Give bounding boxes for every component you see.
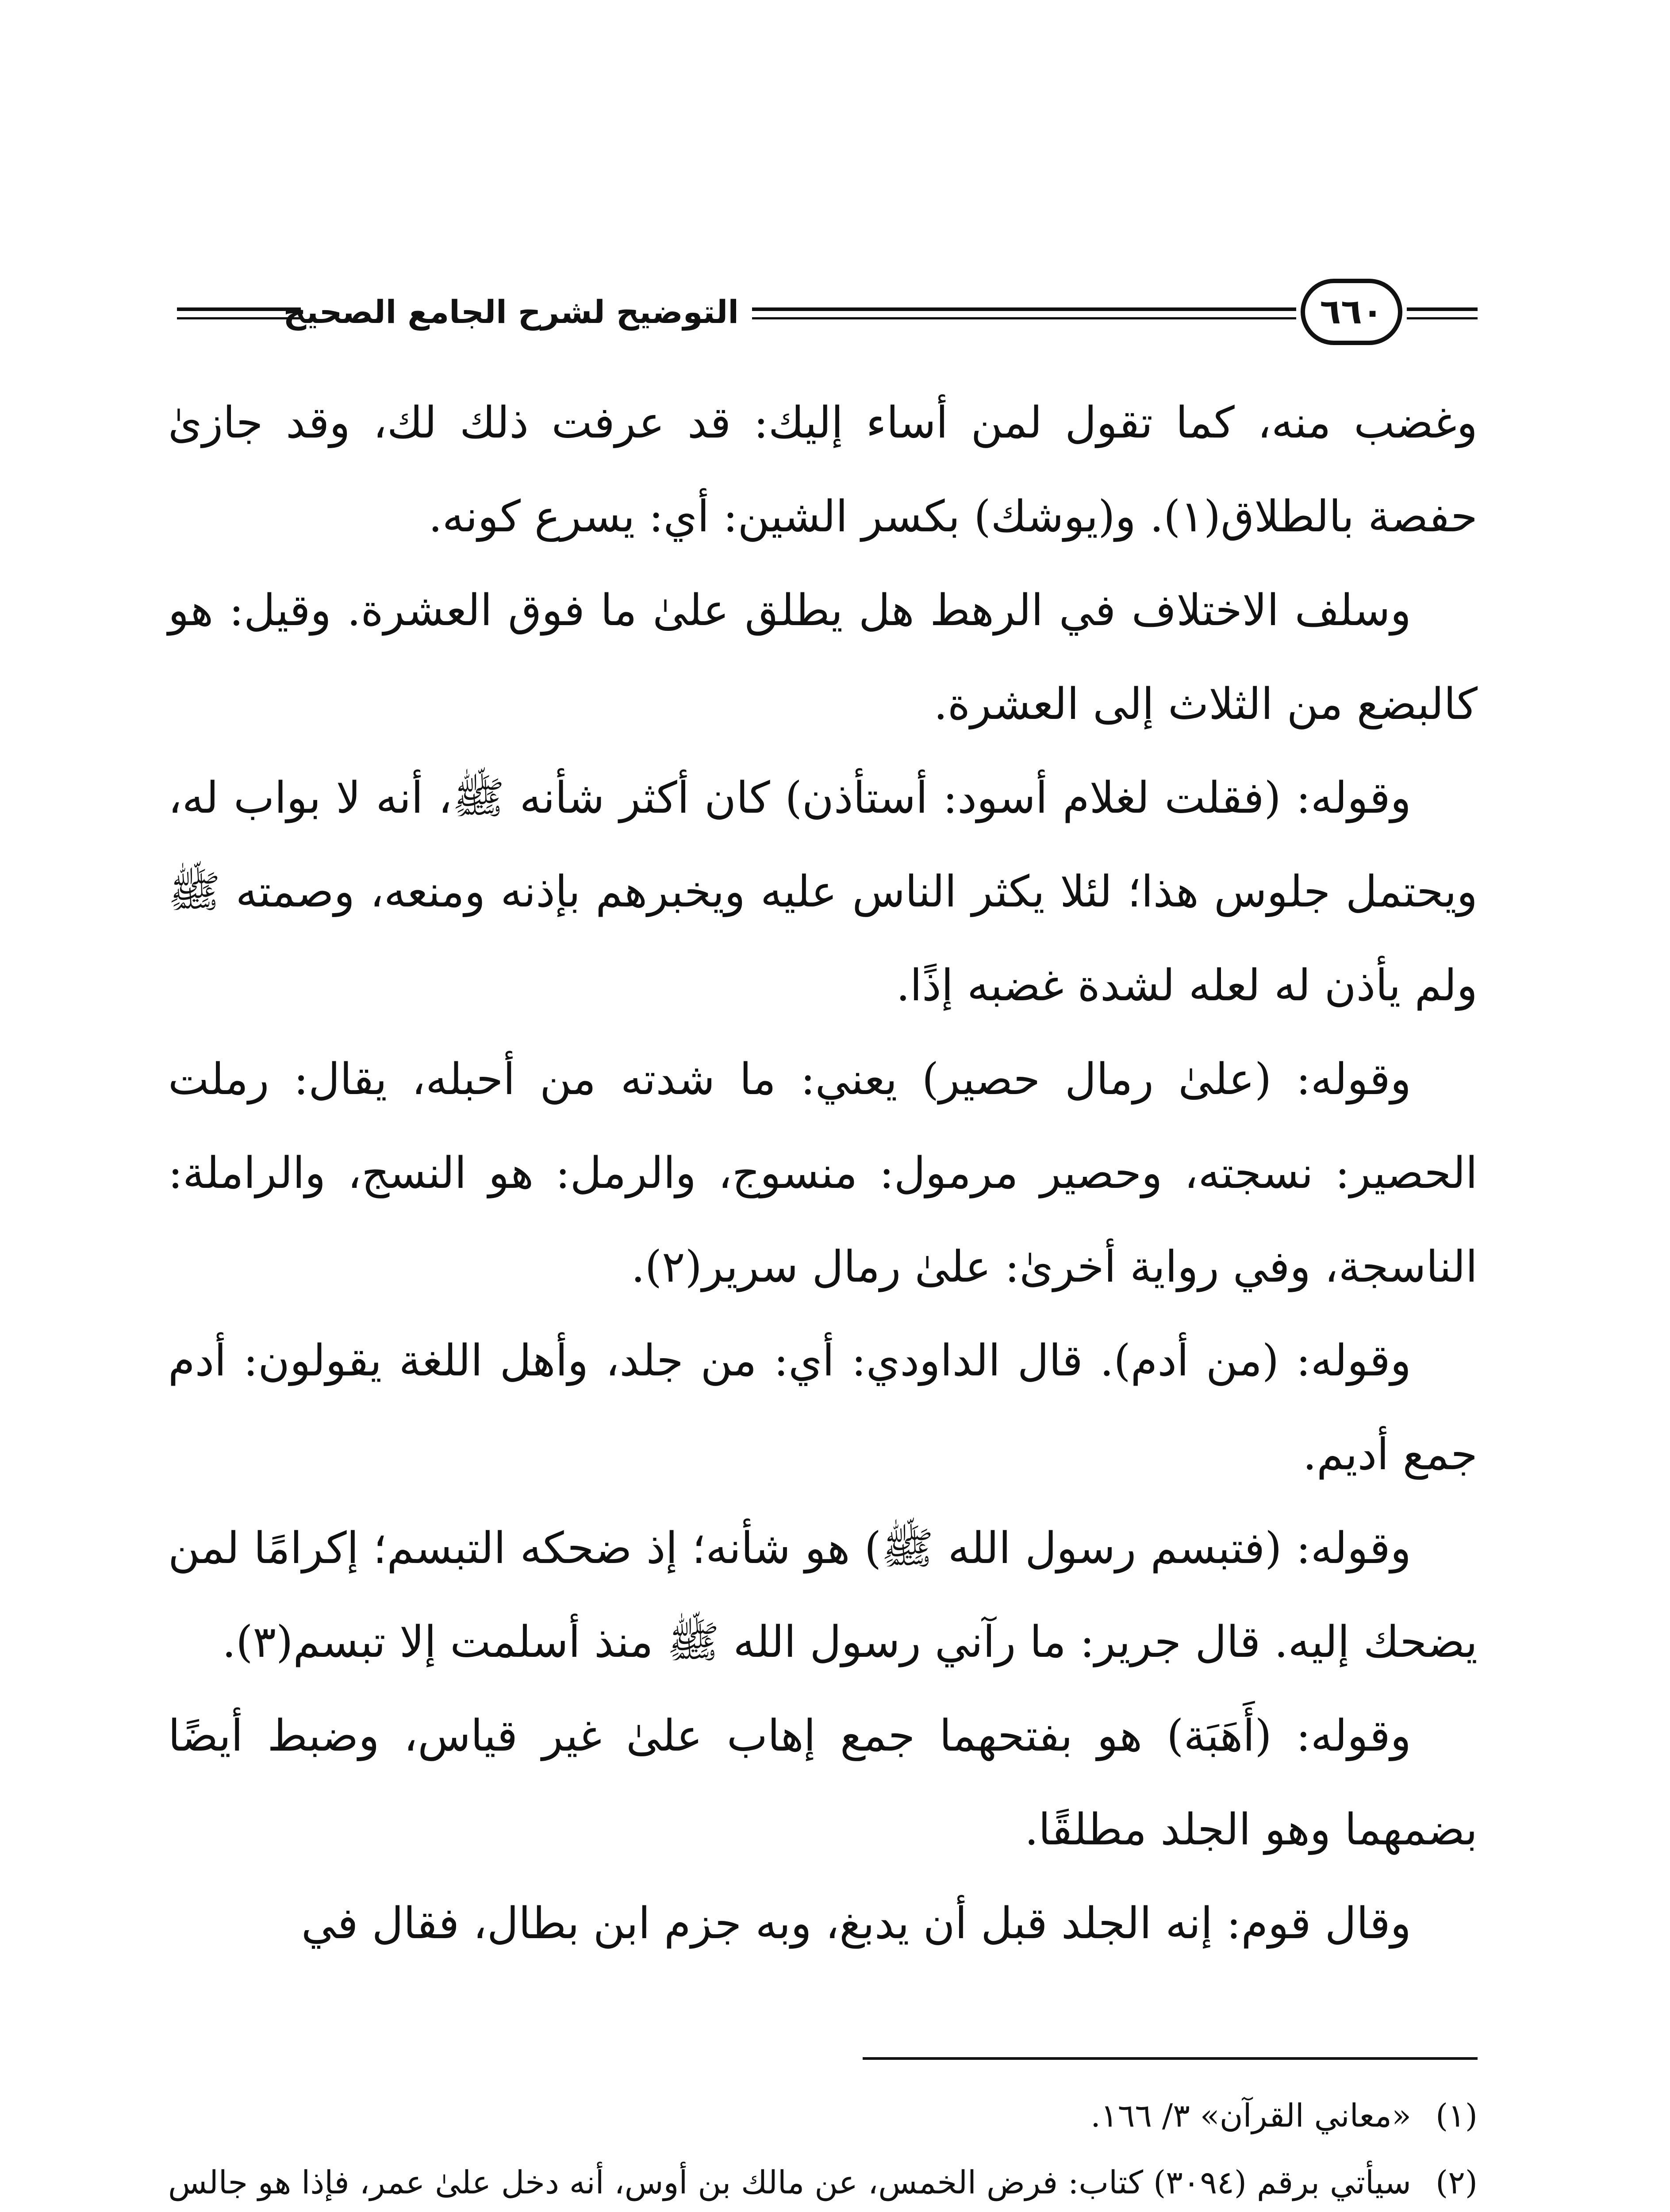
paragraph: وغضب منه، كما تقول لمن أساء إليك: قد عرفت ذلك لك، وقد جازىٰ حفصة بالطلاق(١). و(يوشك) بكسر الشين: أي: يسرع كونه. xyxy=(168,398,1478,542)
footnote xyxy=(168,2151,1478,2212)
paragraph: وقوله: (من أدم). قال الداودي: أي: من جلد، وأهل اللغة يقولون: أدم جمع أديم. xyxy=(168,1336,1478,1480)
book-page xyxy=(168,230,1478,2212)
paragraph: وسلف الاختلاف في الرهط هل يطلق علىٰ ما فوق العشرة. وقيل: هو كالبضع من الثلاث إلى العشرة. xyxy=(168,585,1478,730)
header-rule-right xyxy=(1407,307,1478,319)
header-rule-left xyxy=(177,307,301,319)
paragraph: وقال قوم: إنه الجلد قبل أن يدبغ، وبه جزم ابن بطال، فقال في xyxy=(301,1898,1411,1949)
footnote-number: (٢) xyxy=(1436,2164,1478,2201)
page-header xyxy=(168,274,1478,363)
footnote-number: (١) xyxy=(1436,2097,1478,2134)
footnote xyxy=(168,2084,1478,2148)
paragraph: وقوله: (فقلت لغلام أسود: أستأذن) كان أكثر شأنه ﷺ، أنه لا بواب له، ويحتمل جلوس هذا؛ لئلا يكثر الناس عليه ويخبرهم بإذنه ومنعه، وصمته ﷺ ولم يأذن له لعله لشدة غضبه إذًا. xyxy=(168,773,1478,1011)
main-text xyxy=(168,376,1478,1970)
footnotes xyxy=(168,2084,1478,2212)
running-title: التوضيح لشرح الجامع الصحيح xyxy=(283,293,739,330)
footnote-separator xyxy=(863,2057,1478,2060)
paragraph: وقوله: (علىٰ رمال حصير) يعني: ما شدته من أحبله، يقال: رملت الحصير: نسجته، وحصير مرمول: منسوج، والرمل: هو النسج، والراملة: الناسجة، وفي رواية أخرىٰ: علىٰ رمال سرير(٢). xyxy=(168,1054,1478,1292)
footnote-text: سيأتي برقم (٣٠٩٤) كتاب: فرض الخمس، عن مالك بن أوس، أنه دخل علىٰ عمر، فإذا هو جالس xyxy=(168,2164,1411,2201)
page-number: ٦٦٠ xyxy=(1301,279,1402,345)
footnote-text: «معاني القرآن» ٣/ ١٦٦. xyxy=(1090,2097,1411,2134)
paragraph: وقوله: (فتبسم رسول الله ﷺ) هو شأنه؛ إذ ضحكه التبسم؛ إكرامًا لمن يضحك إليه. قال جرير: ما رآني رسول الله ﷺ منذ أسلمت إلا تبسم(٣). xyxy=(168,1523,1478,1667)
paragraph: وقوله: (أَهَبَة) هو بفتحهما جمع إهاب علىٰ غير قياس، وضبط أيضًا بضمهما وهو الجلد مطلقًا. xyxy=(168,1711,1478,1855)
header-rule-middle xyxy=(752,307,1296,319)
